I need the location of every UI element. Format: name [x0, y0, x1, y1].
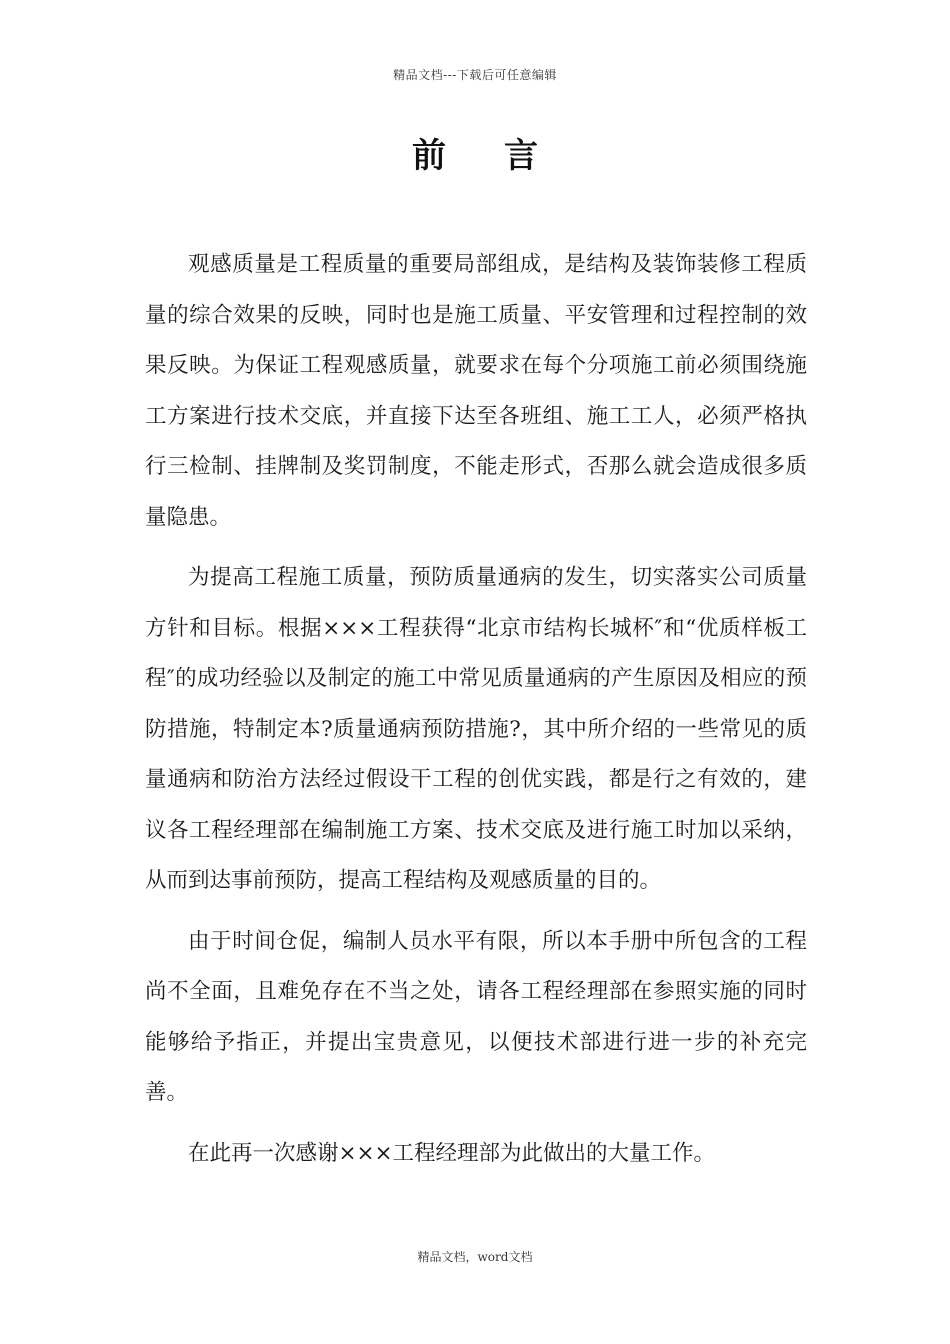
page-title: 前言 — [412, 136, 596, 176]
document-body — [145, 240, 807, 1189]
paragraph-3: 由于时间仓促，编制人员水平有限，所以本手册中所包含的工程尚不全面，且难免存在不当之处，请各工程经理部在参照实施的同时能够给予指正，并提出宝贵意见，以便技术部进行进一步的补充完善。 — [145, 928, 807, 1105]
header-note: 精品文档---下载后可任意编辑 — [393, 68, 557, 82]
footer-note: 精品文档，word文档 — [417, 1250, 533, 1264]
paragraph-2: 为提高工程施工质量，预防质量通病的发生，切实落实公司质量方针和目标。根据×××工程获得“北京市结构长城杯″和“优质样板工程″的成功经验以及制定的施工中常见质量通病的产生原因及相应的预防措施，特制定本?质量通病预防措施?，其中所介绍的一些常见的质量通病和防治方法经过假设干工程的创优实践，都是行之有效的，建议各工程经理部在编制施工方案、技术交底及进行施工时加以采纳，从而到达事前预防，提高工程结构及观感质量的目的。 — [145, 565, 807, 893]
paragraph-1: 观感质量是工程质量的重要局部组成，是结构及装饰装修工程质量的综合效果的反映，同时也是施工质量、平安管理和过程控制的效果反映。为保证工程观感质量，就要求在每个分项施工前必须围绕施工方案进行技术交底，并直接下达至各班组、施工工人，必须严格执行三检制、挂牌制及奖罚制度，不能走形式，否那么就会造成很多质量隐患。 — [145, 252, 807, 530]
paragraph-4: 在此再一次感谢×××工程经理部为此做出的大量工作。 — [188, 1140, 716, 1166]
